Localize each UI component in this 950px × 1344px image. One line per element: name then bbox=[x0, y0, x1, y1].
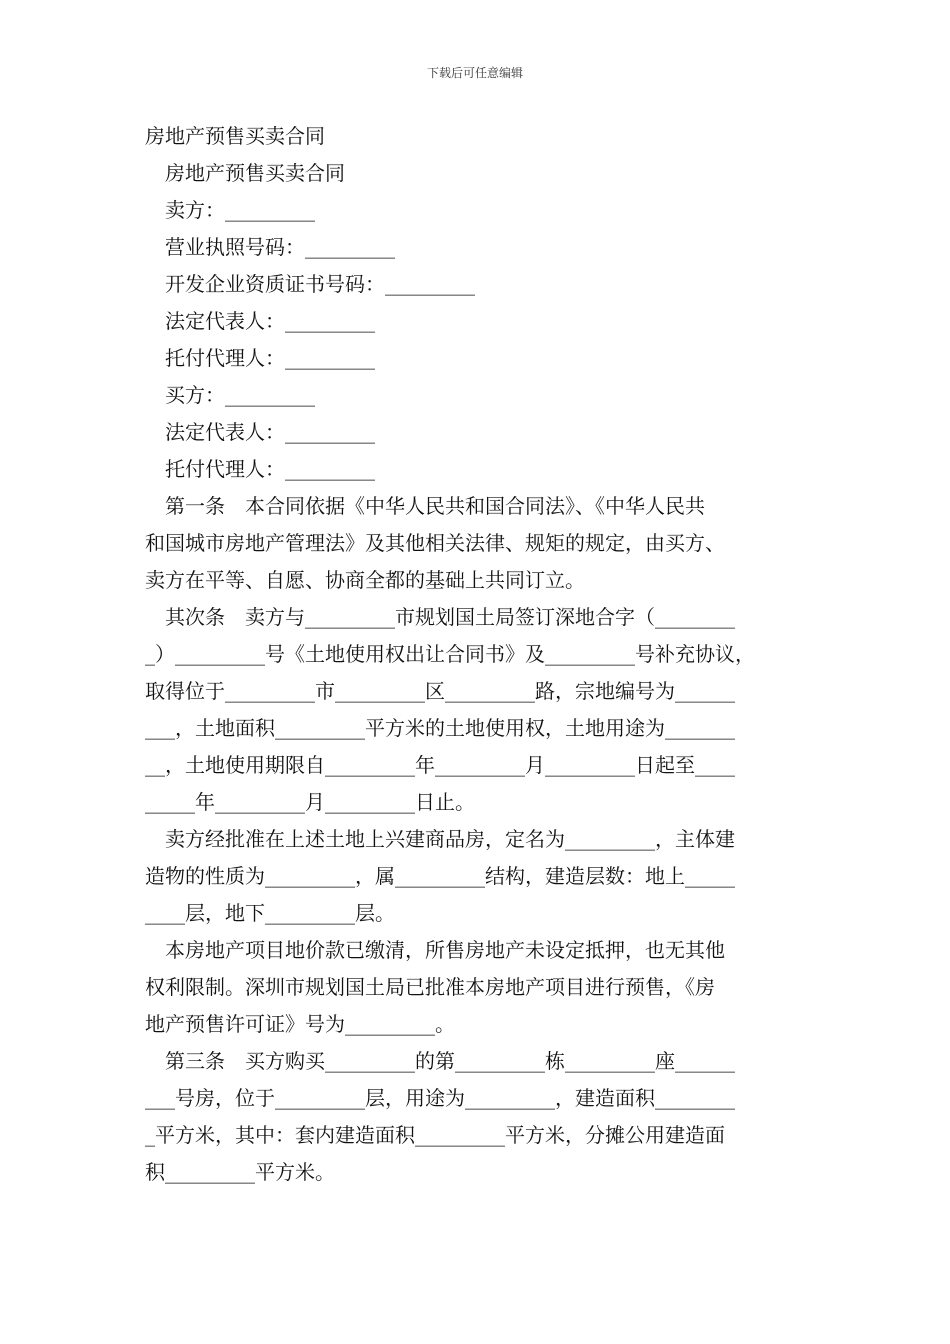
paragraph-line: 取得位于_________市_________区_________路，宗地编号为______ bbox=[145, 679, 735, 703]
business-license-field: 营业执照号码：_________ bbox=[165, 235, 395, 259]
paragraph-line: 本房地产项目地价款已缴清，所售房地产未设定抵押，也无其他 bbox=[165, 938, 725, 962]
contract-body bbox=[145, 118, 810, 1191]
article-2-paragraph bbox=[145, 599, 810, 821]
paragraph-line: ___号房，位于_________层，用途为_________，建造面积________ bbox=[145, 1086, 735, 1110]
paragraph-line: 造物的性质为_________，属_________结构，建造层数：地上_____ bbox=[145, 864, 735, 888]
document-title: 房地产预售买卖合同 bbox=[145, 124, 325, 148]
seller-legal-rep-field: 法定代表人：_________ bbox=[165, 309, 375, 333]
paragraph-line: 权利限制。深圳市规划国土局已批准本房地产项目进行预售，《房 bbox=[145, 975, 715, 999]
paragraph-line: __，土地使用期限自_________年_________月_________日起至____ bbox=[145, 753, 735, 777]
paragraph-line: 积_________平方米。 bbox=[145, 1160, 335, 1184]
buyer-legal-rep-field: 法定代表人：_________ bbox=[165, 420, 375, 444]
contract-subtitle: 房地产预售买卖合同 bbox=[165, 161, 345, 185]
paragraph-line: 卖方经批准在上述土地上兴建商品房，定名为_________，主体建 bbox=[165, 827, 735, 851]
paragraph-line: _____年_________月_________日止。 bbox=[145, 790, 475, 814]
seller-field: 卖方：_________ bbox=[165, 198, 315, 222]
paragraph-line: 地产预售许可证》号为_________。 bbox=[145, 1012, 455, 1036]
construction-paragraph bbox=[145, 821, 810, 932]
paragraph-line: _平方米，其中：套内建造面积_________平方米，分摊公用建造面 bbox=[145, 1123, 725, 1147]
article-1-paragraph bbox=[145, 488, 810, 599]
presale-permit-paragraph bbox=[145, 932, 810, 1043]
buyer-field: 买方：_________ bbox=[165, 383, 315, 407]
article-3-paragraph bbox=[145, 1043, 810, 1191]
seller-agent-field: 托付代理人：_________ bbox=[165, 346, 375, 370]
paragraph-line: _）_________号《土地使用权出让合同书》及_________号补充协议， bbox=[145, 642, 755, 666]
buyer-agent-field: 托付代理人：_________ bbox=[165, 457, 375, 481]
paragraph-line: ____层，地下_________层。 bbox=[145, 901, 395, 925]
paragraph-line: 和国城市房地产管理法》及其他相关法律、规矩的规定，由买方、 bbox=[145, 531, 725, 555]
paragraph-line: 第三条 买方购买_________的第_________栋_________座______ bbox=[165, 1049, 735, 1073]
paragraph-line: 其次条 卖方与_________市规划国土局签订深地合字（________ bbox=[165, 605, 735, 629]
qualification-cert-field: 开发企业资质证书号码：_________ bbox=[165, 272, 475, 296]
paragraph-line: 卖方在平等、自愿、协商全都的基础上共同订立。 bbox=[145, 568, 585, 592]
page-header-note: 下载后可任意编辑 bbox=[426, 66, 523, 80]
paragraph-line: 第一条 本合同依据《中华人民共和国合同法》、《中华人民共 bbox=[165, 494, 705, 518]
paragraph-line: ___，土地面积_________平方米的土地使用权，土地用途为_______ bbox=[145, 716, 735, 740]
